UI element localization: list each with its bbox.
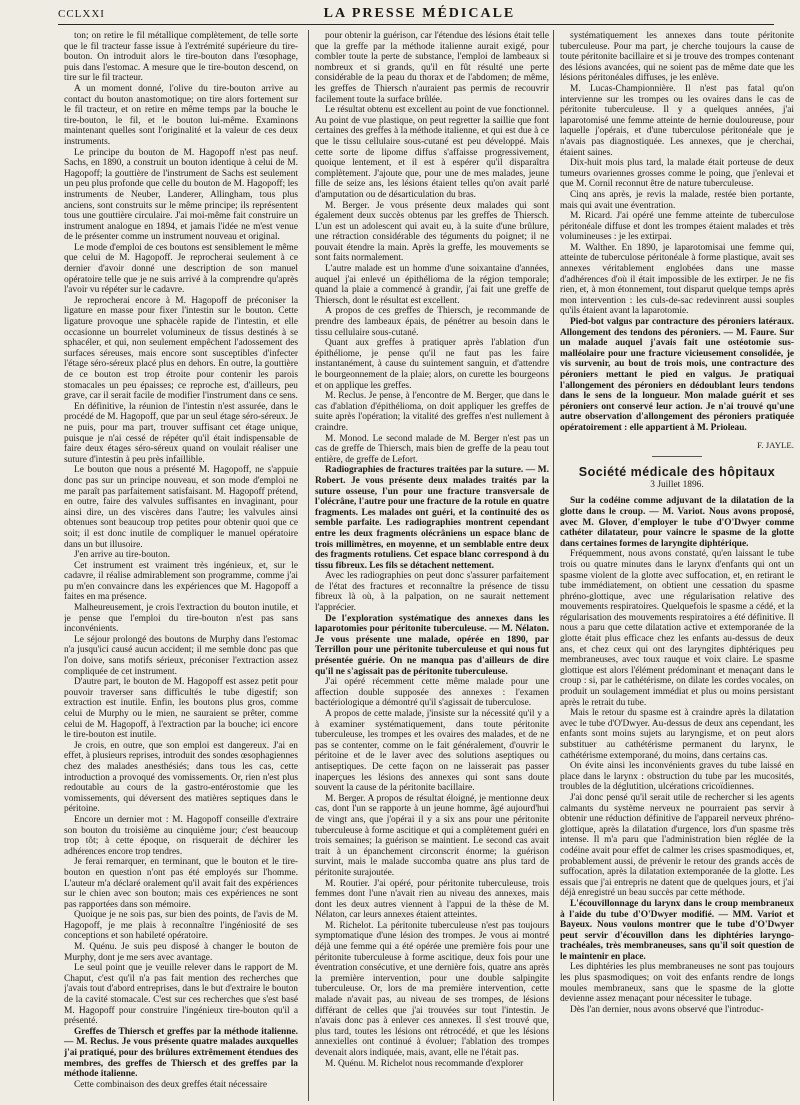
paragraph: M. Walther. En 1890, je laparotomisai une femme qui, atteinte de tuberculose péritonéale à forme plastique, avait ses annexes véritablement englobées dans une masse d'adhérences d'où il était impossible de les extirper. Je ne fis rien, et, à mon étonnement, tout disparut quelque temps après mon intervention : les culs-de-sac redevinrent aussi souples qu'ils étaient avant la laparotomie. <box>560 242 794 317</box>
paragraph: M. Berger. Je vous présente deux malades qui sont également deux succès obtenus par les greffes de Thiersch. L'un est un adolescent qui avait eu, à la suite d'une brûlure, une rétraction considérable des téguments du poignet; il ne pouvait étendre la main. Après la greffe, les mouvements se sont faits normalement. <box>315 200 549 264</box>
paragraph: A un moment donné, l'olive du tire-bouton arrive au contact du bouton anastomotique; on tire alors fortement sur le fil tracteur, et on retire en même temps par la bouche le tire-bouton, le fil, et le bouton lui-même. Examinons maintenant quelles sont l'originalité et la valeur de ces deux instruments. <box>64 83 298 147</box>
paragraph: ton; on retire le fil métallique complètement, de telle sorte que le fil tracteur fasse issue à l'extrémité supérieure du tire-bouton. On introduit alors le tire-bouton dans l'œsophage, puis dans l'estomac. A mesure que le tire-bouton descend, on tire sur le fil tracteur. <box>64 31 298 84</box>
paragraph: Le mode d'emploi de ces boutons est sensiblement le même que celui de M. Hagopoff. Je reprocherai seulement à ce dernier d'avoir donné une description de son manuel opératoire telle que je ne suis arrivé à la comprendre qu'après l'avoir vu répéter sur le cadavre. <box>64 242 298 296</box>
paragraph: Le seul point que je veuille relever dans le rapport de M. Chaput, c'est qu'il n'a pas fait mention des recherches que j'avais tout d'abord entreprises, dans le but d'extraire le bouton de la cavité stomacale. C'est sur ces recherches que s'est basé M. Hagopoff pour construire l'ingénieux tire-bouton qu'il a présenté. <box>64 963 298 1027</box>
section-heading-paragraph: Pied-bot valgus par contracture des péroniers latéraux. Allongement des tendons des péroniers. — M. Faure. Sur un malade auquel j'avais fait une ostéotomie sus-malléolaire pour une fracture vicieusement consolidée, je vis survenir, au bout de trois mois, une contracture des péroniers mettant le pied en valgus. Je pratiquai l'allongement des péroniers en dédoublant leurs tendons dans le sens de la longueur. Mon malade guérit et ses péroniers ont conservé leur action. Je n'ai trouvé qu'une autre observation d'allongement des péroniers pratiquée opératoirement : elle appartient à M. Prioleau. <box>560 317 794 433</box>
paragraph: Je reprocherai encore à M. Hagopoff de préconiser la ligature en masse pour fixer l'intestin sur le bouton. Cette ligature provoque une sphacèle rapide de l'intestin, et elle occasionne un bourrelet volumineux de tissus destinés à se sphacéler, et qui, non seulement empêchent l'adossement des surfaces séreuses, mais encore sont susceptibles d'infecter l'étage séro-séreux placé plus en dehors. En outre, la gouttière de ce bouton est trop étroite pour contenir les parois stomacales un peu épaisses; ce reproche est, d'ailleurs, peu grave, car il serait facile de modifier l'instrument dans ce sens. <box>64 295 298 402</box>
section-heading-paragraph: De l'exploration systématique des annexes dans les laparotomies pour péritonite tuberculeuse. — M. Nélaton. Je vous présente une malade, opérée en 1890, par Terrillon pour une péritonite tuberculeuse et qui nous fut présentée guérie. On ne manqua pas d'ailleurs de dire qu'il ne s'agissait pas de péritonite tuberculeuse. <box>315 613 549 677</box>
paragraph: Dix-huit mois plus tard, la malade était porteuse de deux tumeurs ovariennes grosses comme le poing, que j'enlevai et que M. Cornil reconnut être de nature tuberculeuse. <box>560 158 794 190</box>
column-3 <box>560 31 794 1099</box>
paragraph: Fréquemment, nous avons constaté, qu'en laissant le tube trois ou quatre minutes dans le larynx d'enfants qui ont un spasme violent de la glotte avec suffocation, et, en retirant le tube immédiatement, on obtient une cessation du spasme phréno-glottique, avec une régularisation relative des mouvements respiratoires. Quelquefois le spasme a cédé, et la régularisation des mouvements respiratoires a été définitive. Il nous a paru que cette dilatation active et extemporanée de la glotte était plus efficace chez les enfants au-dessus de deux ans, et chez ceux qui ont des laryngites diphtériques peu membraneuses, avec toux rauque et voix claire. Le spasme glottique est alors l'élément prédominant et menaçant dans le croup : si, par le cathétérisme, on dilate les cordes vocales, on produit un soulagement immédiat et plus ou moins persistant après le retrait du tube. <box>560 549 794 708</box>
paragraph: M. Richelot. La péritonite tuberculeuse n'est pas toujours symptomatique d'une lésion des trompes. Je vous ai montré déjà une femme qui a été opérée une première fois pour une péritonite tuberculeuse à forme ascitique, deux fois pour une éventration consécutive, et une dernière fois, quatre ans après la première intervention, pour une double salpingite tuberculeuse. Or, lors de ma première intervention, cette malade n'avait pas, au niveau de ses trompes, de lésions différant de celles que j'ai trouvées sur tout l'intestin. Je n'avais donc pas à enlever ces annexes. Il s'est trouvé que, plus tard, toutes les lésions ont rétrocédé, et que les lésions annexielles ont continué à évoluer; l'ablation des trompes devenait alors indiquée, mais, avant, elle ne l'était pas. <box>315 920 549 1058</box>
section-heading-paragraph: L'écouvillonnage du larynx dans le croup membraneux à l'aide du tube d'O'Dwyer modifié. — MM. Variot et Bayeux. Nous voulons montrer que le tube d'O'Dwyer peut servir d'écouvillon dans les diphtéries laryngo-trachéales, très membraneuses, sans qu'il soit question de le maintenir en place. <box>560 898 794 962</box>
paragraph: J'en arrive au tire-bouton. <box>74 550 170 561</box>
paragraph: M. Reclus. Je pense, à l'encontre de M. Berger, que dans le cas d'ablation d'épithélioma, on doit appliquer les greffes de suite après l'opération; la vitalité des greffes n'est nullement à craindre. <box>315 391 549 433</box>
column-1 <box>64 31 298 1099</box>
paragraph: Les diphtéries les plus membraneuses ne sont pas toujours les plus spasmodiques; on voit des enfants rendre de longs moules membraneux, sans que le spasme de la glotte devienne assez menaçant pour nécessiter le tubage. <box>560 962 794 1005</box>
paragraph: Le principe du bouton de M. Hagopoff n'est pas neuf. Sachs, en 1890, a construit un bouton identique à celui de M. Hagopoff; la gouttière de l'instrument de Sachs est seulement un peu plus profonde que celle du bouton de M. Hagopoff; les instruments de Neuber, Landerer, Allingham, tous plus anciens, sont construits sur le même principe; ils représentent tous une gouttière circulaire. J'ai moi-même fait construire un instrument analogue en 1894, et jamais l'idée ne m'est venue de le présenter comme un instrument nouveau et original. <box>64 147 298 243</box>
page-header <box>58 4 774 24</box>
paragraph: Dès l'an dernier, nous avons observé que l'introduc- <box>570 1004 764 1015</box>
paragraph: En définitive, la réunion de l'intestin n'est assurée, dans le procédé de M. Hagopoff, que par un seul étage séro-séreux. Je ne puis, pour ma part, trouver suffisant cet étage unique, puisque je n'ai cessé de répéter qu'il était indispensable de faire deux étages séro-séreux quand on voulait réaliser une suture d'intestin à peu près infaillible. <box>64 401 298 465</box>
paragraph: Encore un dernier mot : M. Hagopoff conseille d'extraire son bouton du troisième au cinquième jour; c'est beaucoup trop tôt; à cette époque, on risquerait de déchirer les adhérences encore trop tendres. <box>64 814 298 857</box>
paragraph: Mais le retour du spasme est à craindre après la dilatation avec le tube d'O'Dwyer. Au-dessus de deux ans cependant, les enfants sont moins sujets au laryngisme, et on peut alors substituer au cathétérisme permanent du larynx, le cathétérisme extemporané, du moins, dans certains cas. <box>560 708 794 761</box>
paragraph: A propos de ces greffes de Thiersch, je recommande de prendre des lambeaux épais, de pénétrer au besoin dans le tissu cellulaire sous-cutané. <box>315 306 549 338</box>
session-date: 3 Juillet 1896. <box>650 479 704 490</box>
paragraph: J'ai opéré récemment cette même malade pour une affection double supposée des annexes : l'examen bactériologique a démontré qu'il s'agissait de tuberculose. <box>315 677 549 709</box>
section-separator <box>652 456 702 457</box>
paragraph: Quoique je ne sois pas, sur bien des points, de l'avis de M. Hagopoff, je me plais à reconnaître l'ingéniosité de ses conceptions et son habileté opératoire. <box>64 910 298 942</box>
column-2 <box>315 31 549 1099</box>
paragraph: Cette combinaison des deux greffes était nécessaire <box>74 1079 267 1090</box>
paragraph: M. Lucas-Championnière. Il n'est pas fatal qu'on intervienne sur les trompes ou les ovaires dans le cas de péritonite tuberculeuse. Il y a quelques années, j'ai laparotomisé une femme atteinte de hernie douloureuse, pour laquelle j'opérais, et d'une tuberculose péritonéale que je n'avais pas diagnostiquée. Les annexes, que je cherchai, étaient saines. <box>560 83 794 158</box>
paragraph: On évite ainsi les inconvénients graves du tube laissé en place dans le larynx : obstruction du tube par les mucosités, troubles de la déglutition, ulcérations cricoïdiennes. <box>560 761 794 793</box>
paragraph: pour obtenir la guérison, car l'étendue des lésions était telle que la greffe par la méthode italienne aurait exigé, pour combler toute la perte de substance, l'emploi de lambeaux si nombreux et si grands, qu'il en fût résulté une perte considérable de la peau du thorax et de l'abdomen; de même, les greffes de Thiersch n'auraient pas permis de recouvrir facilement toute la surface brûlée. <box>315 31 549 105</box>
column-divider <box>308 30 309 1101</box>
paragraph: J'ai donc pensé qu'il serait utile de rechercher si les agents calmants du système nerveux ne pourraient pas servir à obtenir une réduction définitive de l'appareil nerveux phréno-glottique, après la dilatation d'urgence, lors d'un spasme très intense. Il m'a paru que l'administration bien réglée de la codéine avait pour effet de calmer les crises spasmodiques, et, probablement aussi, de prévenir le retour des grands accès de suffocation, après la dilatation extemporanée de la glotte. Les essais que j'ai entrepris ne datent que de quelques jours, et j'ai déjà enregistré un beau succès par cette méthode. <box>560 792 794 899</box>
paragraph: Cinq ans après, je revis la malade, restée bien portante, mais qui avait une éventration. <box>560 189 794 211</box>
paragraph: Malheureusement, je crois l'extraction du bouton inutile, et je pense que l'emploi du tire-bouton n'est pas sans inconvénients. <box>64 603 298 635</box>
paragraph: Le bouton que nous a présenté M. Hagopoff, ne s'appuie donc pas sur un principe nouveau, et son mode d'emploi ne me paraît pas parfaitement satisfaisant. M. Hagopoff prétend, en outre, faire des valvules suffisantes en invaginant, pour ainsi dire, un des viscères dans l'autre; les valvules ainsi obtenues sont beaucoup trop petites pour obtenir quoi que ce soit; il est donc inutile de compliquer le manuel opératoire dans un but illusoire. <box>64 465 298 550</box>
paragraph: M. Ricard. J'ai opéré une femme atteinte de tuberculose péritonéale diffuse et dont les trompes étaient malades et très volumineuses : je les extirpai. <box>560 211 794 243</box>
paragraph: M. Monod. Le second malade de M. Berger n'est pas un cas de greffe de Thiersch, mais bien de greffe de la peau tout entière, de greffe de Lefort. <box>315 433 549 465</box>
paragraph: Je ferai remarquer, en terminant, que le bouton et le tire-bouton en question n'ont pas été employés sur l'homme. L'auteur m'a déclaré oralement qu'il avait fait des expériences sur le chien avec son bouton; mais ces expériences ne sont pas rapportées dans son mémoire. <box>64 857 298 910</box>
paragraph: Le résultat obtenu est excellent au point de vue fonctionnel. Au point de vue plastique, on peut regretter la saillie que font certaines des greffes à la méthode italienne, et qui est due à ce que le tissu cellulaire sous-cutané est peu développé. Mais cette sorte de lipome diffus s'affaisse progressivement, quoique lentement, et il est à espérer qu'il disparaîtra complètement. J'ajoute que, pour une de mes malades, jeune fille de seize ans, les lésions étaient telles qu'on avait parlé d'amputation ou de désarticulation du bras. <box>315 105 549 200</box>
paragraph: Le séjour prolongé des boutons de Murphy dans l'estomac n'a jusqu'ici causé aucun accident; il me semble donc pas que l'on doive, sans motifs sérieux, préconiser l'extraction assez compliquée de cet instrument. <box>64 634 298 677</box>
paragraph: M. Berger. A propos de résultat éloigné, je mentionne deux cas, dont l'un se rapporte à un jeune homme, âgé aujourd'hui de vingt ans, que j'opérai il y a six ans pour une péritonite tuberculeuse à forme ascitique et qui a complètement guéri en trois semaines; la guérison se maintient. Le second cas avait trait à un épanchement circonscrit énorme; la guérison survint, mais le malade succomba quatre ans plus tard de péritonite surajoutée. <box>315 793 549 878</box>
paragraph: L'autre malade est un homme d'une soixantaine d'années, auquel j'ai enlevé un épithélioma de la région temporale; quand la plaie a commencé à grandir, j'ai fait une greffe de Thiersch, dont le résultat est excellent. <box>315 264 549 306</box>
paragraph: M. Quénu. M. Richelot nous recommande d'explorer <box>325 1058 524 1069</box>
column-divider <box>553 30 554 1101</box>
paragraph: Cet instrument est vraiment très ingénieux, et, sur le cadavre, il réalise admirablement son programme, comme j'ai pu m'en convaincre dans les expériences que M. Hagopoff a faites en ma présence. <box>64 560 298 603</box>
paragraph: systématiquement les annexes dans toute péritonite tuberculeuse. Pour ma part, je cherche toujours la cause de toute péritonite bacillaire et si je trouve des trompes contenant des lésions avancées, qui ne soient pas de même date que les lésions péritonéales diffuses, je les enlève. <box>560 31 794 84</box>
journal-title: LA PRESSE MÉDICALE <box>323 6 516 21</box>
author-signature: F. JAYLE. <box>757 439 794 450</box>
society-title: Société médicale des hôpitaux <box>578 465 776 480</box>
paragraph: Je crois, en outre, que son emploi est dangereux. J'ai en effet, à plusieurs reprises, introduit des sondes œsophagiennes chez des malades anesthésiés; dans tous les cas, cette introduction a provoqué des vomissements. Or, rien n'est plus redoutable au cours de la gastro-entérostomie que les vomissements, qui déversent des matières septiques dans le péritoine. <box>64 740 298 815</box>
paragraph: M. Routier. J'ai opéré, pour péritonite tuberculeuse, trois femmes dont l'une n'avait rien au niveau des annexes, mais dont les deux autres viennent à l'appui de la thèse de M. Nélaton, car leurs annexes étaient atteintes. <box>315 878 549 921</box>
paragraph: Avec les radiographies on peut donc s'assurer parfaitement de l'état des fractures et reconnaître la présence de tissu fibreux là où, à la palpation, on ne saurait nettement l'apprécier. <box>315 571 549 614</box>
section-heading-paragraph: Radiographies de fractures traitées par la suture. — M. Robert. Je vous présente deux malades traités par la suture osseuse, l'un pour une fracture transversale de l'olécrâne, l'autre pour une fracture de la rotule en quatre fragments. Les malades ont guéri, et la continuité des os semble parfaite. Les radiographies montrent cependant entre les deux fragments olécrâniens un espace blanc de trois millimètres, en moyenne, et un semblable entre deux des fragments rotuliens. Cet espace blanc correspond à du tissu fibreux. Les fils se détachent nettement. <box>315 465 549 571</box>
section-heading-paragraph: Greffes de Thiersch et greffes par la méthode italienne. — M. Reclus. Je vous présente quatre malades auxquelles j'ai pratiqué, pour des brûlures extrêmement étendues des membres, des greffes de Thiersch et des greffes par la méthode italienne. <box>64 1026 298 1080</box>
page-folio: CCLXXI <box>58 8 105 20</box>
paragraph: Quant aux greffes à pratiquer après l'ablation d'un épithéliome, je pense qu'il ne faut pas les faire instantanément, à cause du suintement sanguin, et d'attendre le bourgeonnement de la plaie; alors, on curette les bourgeons et on applique les greffes. <box>315 338 549 391</box>
section-heading-paragraph: Sur la codéine comme adjuvant de la dilatation de la glotte dans le croup. — M. Variot. Nous avons proposé, avec M. Glover, d'employer le tube d'O'Dwyer comme cathéter dilatateur, pour vaincre le spasme de la glotte dans certaines formes de laryngite diphtérique. <box>560 496 794 549</box>
paragraph: D'autre part, le bouton de M. Hagopoff est assez petit pour pouvoir traverser sans difficultés le tube digestif; son extraction est inutile. Enfin, les boutons plus gros, comme celui de Murphy ou le mien, ne sauraient se prêter, comme celui de M. Hagopoff, à l'extraction par la bouche; ici encore le tire-bouton est inutile. <box>64 677 298 741</box>
header-rule <box>58 24 774 25</box>
paragraph: A propos de cette malade, j'insiste sur la nécessité qu'il y a à examiner systématiquement, dans toute péritonite tuberculeuse, les trompes et les ovaires des malades, et de ne pas se contenter, comme on le fait généralement, d'ouvrir le péritoine et de le laver avec des solutions aseptiques ou antiseptiques. De cette façon on ne laisserait pas passer inaperçues les lésions des annexes qui sont sans doute souvent la cause de la péritonite bacillaire. <box>315 709 549 794</box>
paragraph: M. Quénu. Je suis peu disposé à changer le bouton de Murphy, dont je me sers avec avantage. <box>64 942 298 963</box>
